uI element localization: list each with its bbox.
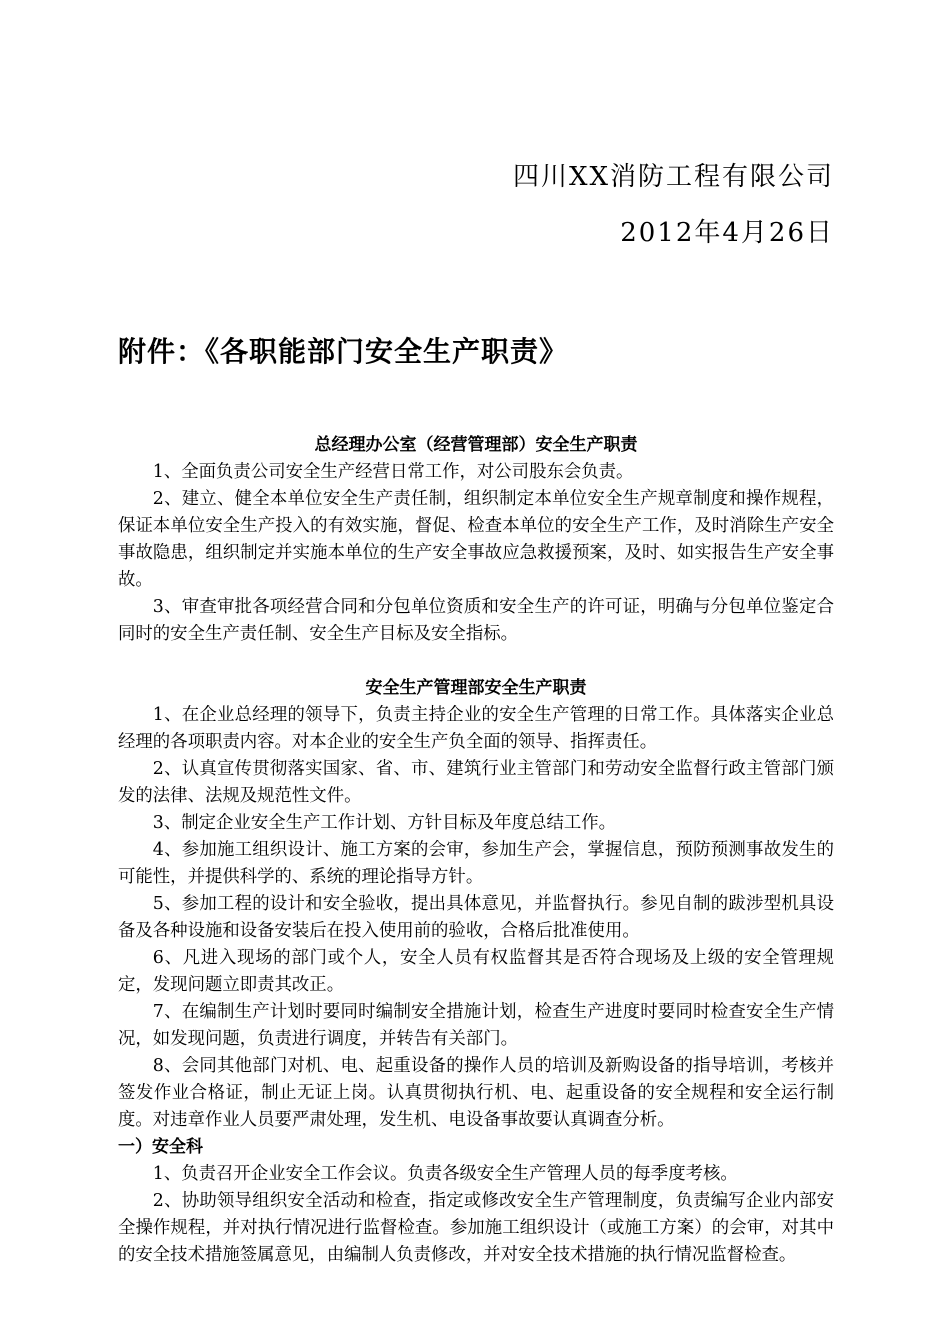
section-title: 总经理办公室（经营管理部）安全生产职责 — [314, 435, 638, 455]
paragraph: 1、全面负责公司安全生产经营日常工作，对公司股东会负责。 — [152, 462, 634, 482]
spacer — [118, 648, 834, 675]
company-name: 四川XX消防工程有限公司 — [512, 162, 834, 192]
paragraph: 2、建立、健全本单位安全生产责任制，组织制定本单位安全生产规章制度和操作规程，保证本单位安全生产投入的有效实施，督促、检查本单位的安全生产工作，及时消除生产安全事故隐患，组织制定并实施本单位的生产安全事故应急救援预案，及时、如实报告生产安全事故。 — [118, 489, 834, 590]
paragraph: 2、协助领导组织安全活动和检查，指定或修改安全生产管理制度，负责编写企业内部安全操作规程，并对执行情况进行监督检查。参加施工组织设计（或施工方案）的会审，对其中的安全技术措施签属意见，由编制人负责修改，并对安全技术措施的执行情况监督检查。 — [118, 1191, 834, 1265]
paragraph: 1、在企业总经理的领导下，负责主持企业的安全生产管理的日常工作。具体落实企业总经理的各项职责内容。对本企业的安全生产负全面的领导、指挥责任。 — [118, 705, 834, 752]
paragraph: 2、认真宣传贯彻落实国家、省、市、建筑行业主管部门和劳动安全监督行政主管部门颁发的法律、法规及规范性文件。 — [118, 759, 834, 806]
paragraph: 3、审查审批各项经营合同和分包单位资质和安全生产的许可证，明确与分包单位鉴定合同时的安全生产责任制、安全生产目标及安全指标。 — [118, 597, 834, 644]
paragraph: 8、会同其他部门对机、电、起重设备的操作人员的培训及新购设备的指导培训，考核并签发作业合格证，制止无证上岗。认真贯彻执行机、电、起重设备的安全规程和安全运行制度。对违章作业人员要严肃处理，发生机、电设备事故要认真调查分析。 — [118, 1056, 834, 1130]
paragraph: 1、负责召开企业安全工作会议。负责各级安全生产管理人员的每季度考核。 — [152, 1164, 738, 1184]
document-date: 2012年4月26日 — [620, 218, 834, 248]
paragraph: 4、参加施工组织设计、施工方案的会审，参加生产会，掌握信息，预防预测事故发生的可能性，并提供科学的、系统的理论指导方针。 — [118, 840, 834, 887]
subsection-title: 一）安全科 — [118, 1137, 203, 1157]
paragraph: 7、在编制生产计划时要同时编制安全措施计划，检查生产进度时要同时检查安全生产情况，如发现问题，负责进行调度，并转告有关部门。 — [118, 1002, 834, 1049]
paragraph: 6、凡进入现场的部门或个人，安全人员有权监督其是否符合现场及上级的安全管理规定，发现问题立即责其改正。 — [118, 948, 834, 995]
paragraph: 3、制定企业安全生产工作计划、方针目标及年度总结工作。 — [152, 813, 617, 833]
paragraph: 5、参加工程的设计和安全验收，提出具体意见，并监督执行。参见自制的跋涉型机具设备及各种设施和设备安装后在投入使用前的验收，合格后批准使用。 — [118, 894, 834, 941]
document-body — [118, 432, 834, 1269]
attachment-title: 附件：《各职能部门安全生产职责》 — [118, 335, 569, 368]
section-title: 安全生产管理部安全生产职责 — [365, 678, 587, 698]
